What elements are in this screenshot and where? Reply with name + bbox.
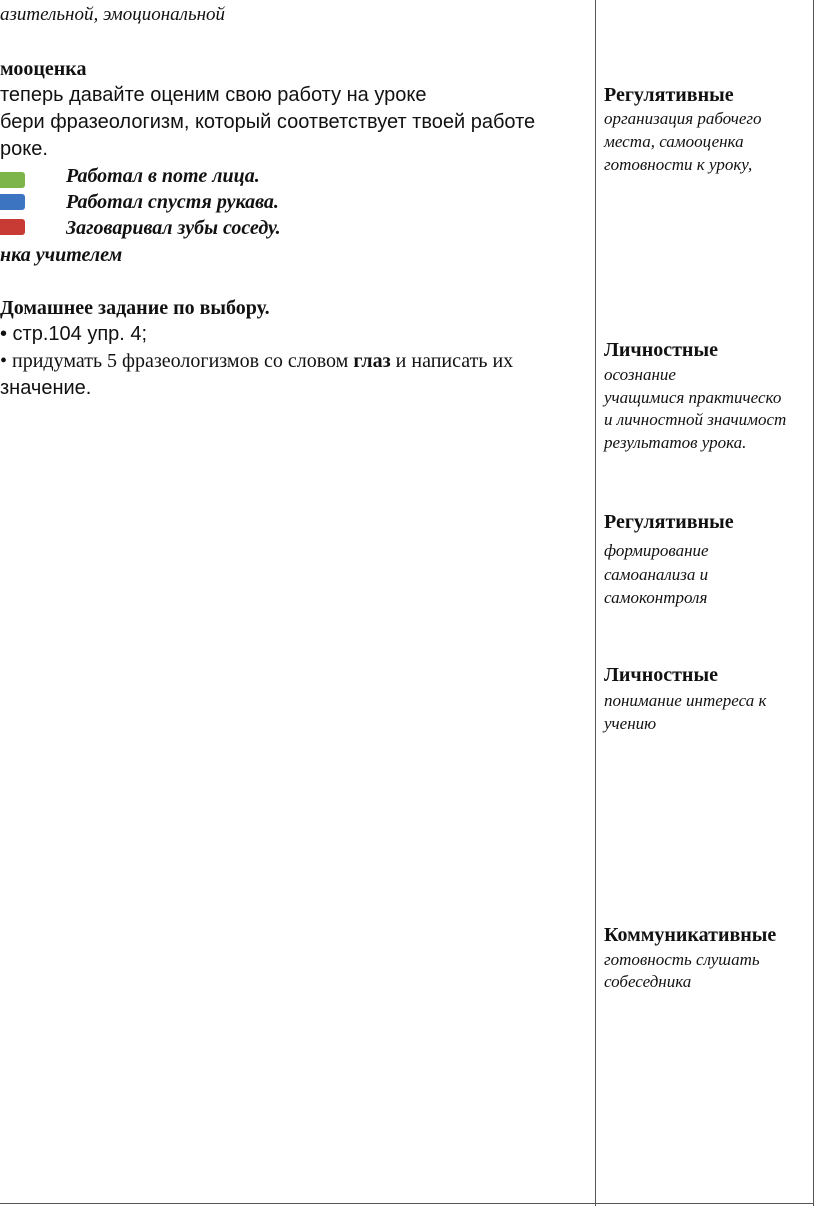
top-line-text: азительной, эмоциональной (0, 4, 226, 25)
right-block-3-line-1: формирование (604, 541, 709, 560)
right-block-3-line-3: самоконтроля (604, 588, 708, 607)
right-block-1-line-1: организация рабочего (604, 109, 762, 128)
right-block-3-line-2: самоанализа и (604, 565, 709, 584)
homework-item-2 (0, 350, 513, 373)
homework-item-2-line-2: значение. (0, 377, 92, 399)
homework-item-2-post: и написать их (390, 350, 514, 372)
right-block-2-line-3: и личностной значимост (604, 410, 787, 429)
right-block-4-heading: Личностные (604, 664, 718, 686)
homework-item-1: • стр.104 упр. 4; (0, 323, 148, 345)
right-block-2-line-1: осознание (604, 365, 676, 384)
homework-item-2-pre: • придумать 5 фразеологизмов со словом (0, 350, 354, 372)
right-block-2-heading: Личностные (604, 339, 718, 361)
table-bottom-border (0, 1203, 814, 1204)
prompt-line-3: роке. (0, 138, 48, 160)
option-label-green: Работал в поте лица. (66, 165, 260, 187)
option-label-blue: Работал спустя рукава. (66, 191, 279, 213)
option-label-red: Заговаривал зубы соседу. (66, 217, 281, 239)
right-block-2-line-4: результатов урока. (604, 433, 747, 452)
homework-heading: Домашнее задание по выбору. (0, 297, 270, 319)
right-block-5-line-1: готовность слушать (604, 950, 760, 969)
prompt-line-2: бери фразеологизм, который соответствует твоей работе (0, 111, 536, 133)
right-block-1-heading: Регулятивные (604, 84, 734, 106)
right-block-5-line-2: собеседника (604, 972, 692, 991)
right-block-4-line-1: понимание интереса к (604, 691, 767, 710)
right-block-1-line-3: готовности к уроку, (604, 155, 753, 174)
homework-item-2-keyword: глаз (353, 350, 391, 372)
teacher-assessment-line: нка учителем (0, 244, 123, 266)
right-block-4-line-2: учению (604, 714, 657, 733)
blue-card-swatch (0, 194, 25, 210)
self-assessment-heading: мооценка (0, 58, 87, 80)
prompt-line-1: теперь давайте оценим свою работу на уроке (0, 84, 427, 106)
table-right-border (813, 0, 814, 1206)
green-card-swatch (0, 172, 25, 188)
right-block-5-heading: Коммуникативные (604, 924, 777, 946)
right-block-1-line-2: места, самооценка (604, 132, 744, 151)
red-card-swatch (0, 219, 25, 235)
right-block-3-heading: Регулятивные (604, 511, 734, 533)
table-column-divider (595, 0, 596, 1206)
right-block-2-line-2: учащимися практическо (604, 388, 782, 407)
